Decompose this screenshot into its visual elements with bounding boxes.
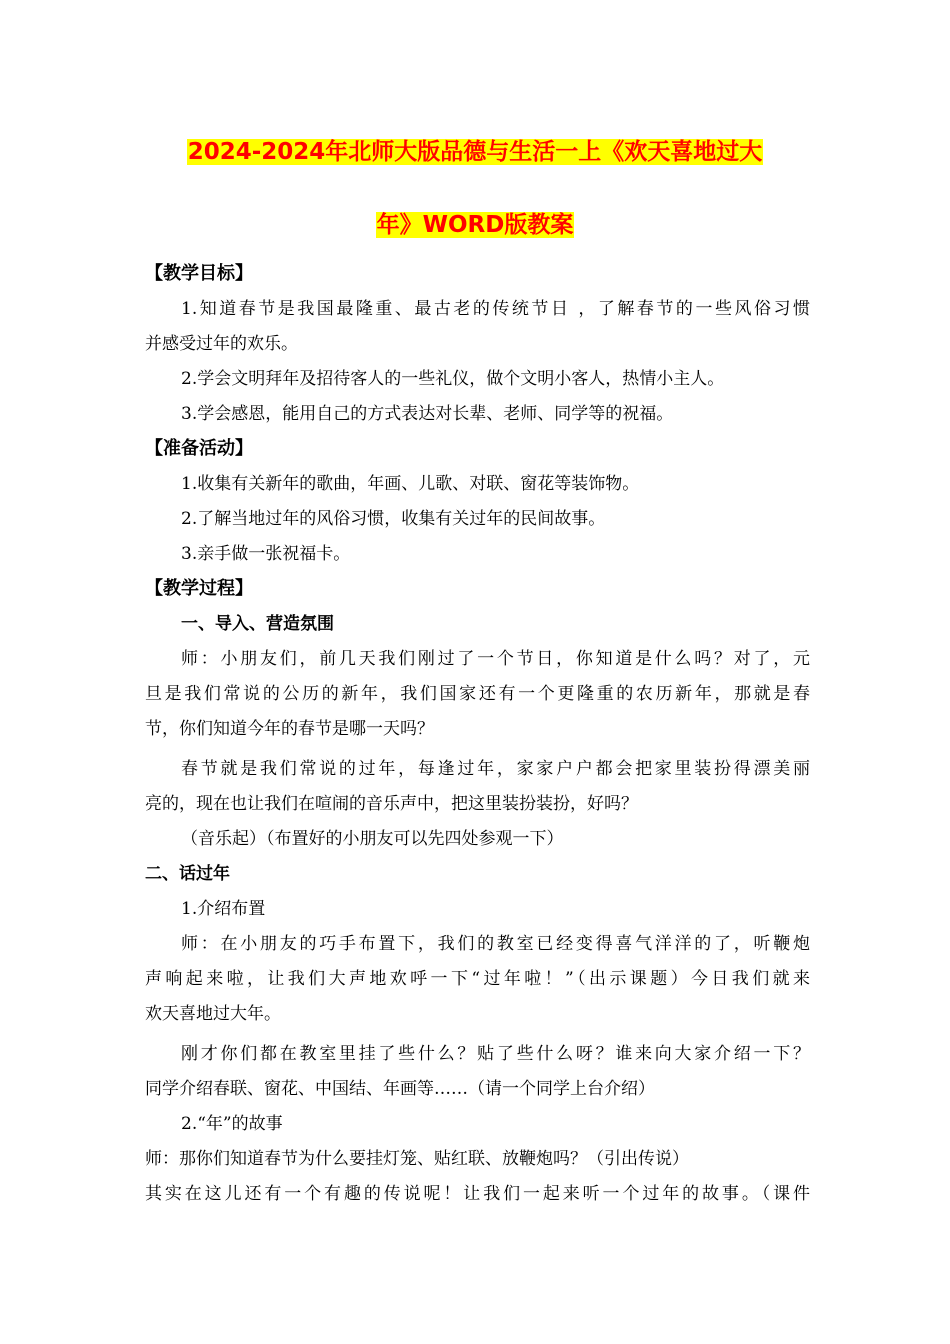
prep-item-3: 3.亲手做一张祝福卡。 [181,544,351,564]
process-paragraph-1-line-2: 旦是我们常说的公历的新年，我们国家还有一个更隆重的农历新年，那就是春 [145,684,810,704]
process-paragraph-2-line-2: 亮的，现在也让我们在喧闹的音乐声中，把这里装扮装扮，好吗？ [145,794,638,814]
process-part-2-title: 二、话过年 [145,864,230,884]
prep-item-2: 2.了解当地过年的风俗习惯，收集有关过年的民间故事。 [181,509,606,529]
goal-item-1-line-2: 并感受过年的欢乐。 [145,334,298,354]
process-paragraph-4-line-2: 声响起来啦，让我们大声地欢呼一下“过年啦！”（出示课题）今日我们就来 [145,969,810,989]
process-paragraph-3: （音乐起）（布置好的小朋友可以先四处参观一下） [181,829,564,849]
process-paragraph-6: 师：那你们知道春节为什么要挂灯笼、贴红联、放鞭炮吗？（引出传说） [145,1149,689,1169]
goal-item-2: 2.学会文明拜年及招待客人的一些礼仪，做个文明小客人，热情小主人。 [181,369,725,389]
process-paragraph-5-line-1: 刚才你们都在教室里挂了些什么？贴了些什么呀？谁来向大家介绍一下？ [181,1044,810,1064]
process-sub-2-title: 2.“年”的故事 [181,1114,283,1134]
section-heading-goals: 【教学目标】 [145,263,253,284]
process-paragraph-7: 其实在这儿还有一个有趣的传说呢！让我们一起来听一个过年的故事。（课件 [145,1184,810,1204]
process-sub-1-title: 1.介绍布置 [181,899,266,919]
process-paragraph-1-line-1: 师：小朋友们，前几天我们刚过了一个节日，你知道是什么吗？对了，元 [181,649,810,669]
goal-item-3: 3.学会感恩，能用自己的方式表达对长辈、老师、同学等的祝福。 [181,404,674,424]
process-part-1-title: 一、导入、营造氛围 [181,614,334,634]
prep-item-1: 1.收集有关新年的歌曲，年画、儿歌、对联、窗花等装饰物。 [181,474,640,494]
process-paragraph-1-line-3: 节，你们知道今年的春节是哪一天吗？ [145,719,434,739]
goal-item-1-line-1: 1.知道春节是我国最隆重、最古老的传统节日 ，了解春节的一些风俗习惯 [181,299,810,319]
section-heading-process: 【教学过程】 [145,578,253,599]
process-paragraph-4-line-3: 欢天喜地过大年。 [145,1004,281,1024]
section-heading-prep: 【准备活动】 [145,438,253,459]
document-title-line-1: 2024-2024年北师大版品德与生活一上《欢天喜地过大 [187,139,763,165]
process-paragraph-5-line-2: 同学介绍春联、窗花、中国结、年画等……（请一个同学上台介绍） [145,1079,655,1099]
document-title-line-2: 年》WORD版教案 [376,212,574,238]
process-paragraph-4-line-1: 师：在小朋友的巧手布置下，我们的教室已经变得喜气洋洋的了，听鞭炮 [181,934,810,954]
process-paragraph-2-line-1: 春节就是我们常说的过年，每逢过年，家家户户都会把家里装扮得漂美丽 [181,759,810,779]
